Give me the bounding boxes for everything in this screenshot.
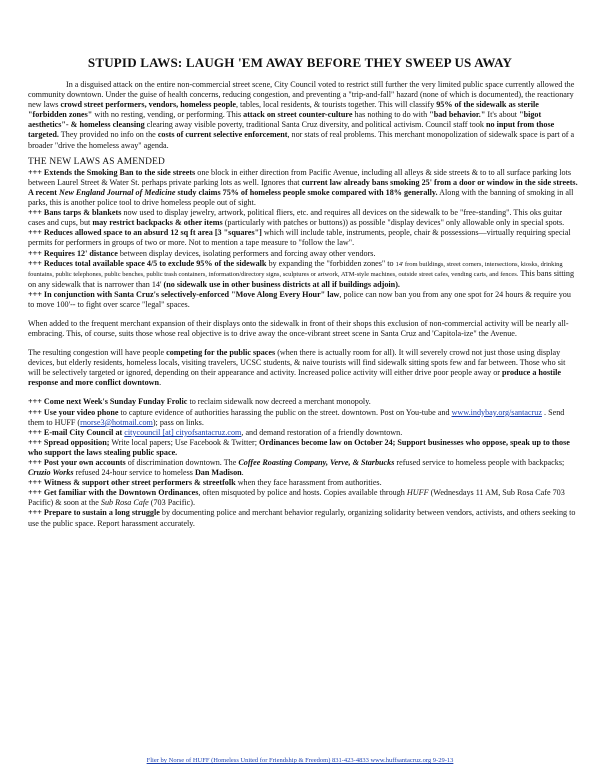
law-bold: +++ Bans tarps & blankets xyxy=(28,208,122,218)
law-bold: +++ Requires 12' distance xyxy=(28,248,118,258)
intro-paragraph xyxy=(28,80,578,151)
intro-text: with no resting, vending, or performing. This xyxy=(92,110,244,120)
cafe-name: Sub Rosa Cafe xyxy=(100,498,149,508)
action-post-accounts xyxy=(28,458,578,478)
action-bold: +++ Spread opposition; xyxy=(28,437,110,447)
law-space-reduction xyxy=(28,228,578,248)
action-frolic xyxy=(28,397,578,407)
law-text: which will include table, instruments, people, chair & possessions—virtually requiring special permits for performers in groups of two or more. Not to mention a tape measure to "follow the law". xyxy=(28,228,571,248)
law-distance xyxy=(28,249,578,259)
para-bold: produce a hostile response and more conflict downtown xyxy=(28,368,561,388)
intro-text: It's about xyxy=(485,110,520,120)
law-bold: study claims 75% of homeless people smoke compared with 18% generally. xyxy=(175,187,438,197)
action-text: , and demand restoration of a friendly downtown. xyxy=(241,427,403,437)
action-text: to reclaim sidewalk now decreed a merchant monopoly. xyxy=(187,397,371,407)
action-video xyxy=(28,408,578,428)
intro-text: has nothing to do with xyxy=(352,110,430,120)
para-bold: competing for the public spaces xyxy=(166,348,276,358)
law-bold: may restrict backpacks & other items xyxy=(92,218,223,228)
action-text: by documenting police and merchant behavior regularly, organizing solidarity between vendors, activists, and others seeking to use the public space. Report harassment accurately. xyxy=(28,508,576,528)
para-text: The resulting congestion will have people xyxy=(28,348,167,358)
action-text: to capture evidence of authorities harassing the public on the street. downtown. Post on You-tube and xyxy=(118,407,452,417)
intro-bold: crowd street performers, vendors, homeless people xyxy=(60,100,236,110)
action-text: (703 Pacific). xyxy=(148,498,196,508)
intro-text: clearing away visible poverty, traditional Santa Cruz diversity, and political activism. Council staff took xyxy=(144,120,486,130)
action-ordinances xyxy=(28,488,578,508)
intro-bold: 95% of the sidewalk as sterile "forbidden zones" xyxy=(28,100,539,120)
law-tarps-blankets xyxy=(28,208,578,228)
action-bold: +++ Come next Week's Sunday Funday Frolic xyxy=(28,397,188,407)
page-title: STUPID LAWS: LAUGH 'EM AWAY BEFORE THEY SWEEP US AWAY xyxy=(87,55,513,70)
law-small-list: 14' from buildings, street corners, intersections, kiosks, drinking fountains, public telephones, public benches, public trash containers, information/directory signs, sculptures or artwork, ATM-style machines, outside street cafes, vending carts, and fences. xyxy=(28,260,563,279)
law-text: one block in either direction from Pacific Avenue, including all alleys & side streets & to to all surface parking lots between Laurel Street & Water St. perhaps private parking lots as well. Ignores that xyxy=(28,167,571,187)
action-spread-opposition xyxy=(28,438,578,458)
congestion-paragraph xyxy=(28,348,578,388)
intro-text: , tables, local residents, & tourists together. This will classify xyxy=(235,100,437,110)
intro-bold: "bigot aesthetics"- & homeless cleansing xyxy=(28,110,542,130)
laws-heading: THE NEW LAWS AS AMENDED xyxy=(28,156,166,167)
action-text: ); pass on links. xyxy=(152,417,204,427)
law-smoking-ban xyxy=(28,168,578,208)
intro-bold: attack on street counter-culture xyxy=(243,110,353,120)
action-bold: +++ Prepare to sustain a long struggle xyxy=(28,508,160,518)
law-bold: +++ Extends the Smoking Ban to the side streets xyxy=(28,167,196,177)
law-bold: +++ Reduces allowed space to an absurd 12 sq ft area [3 "squares"] xyxy=(28,228,262,238)
action-bold: Dan Madison xyxy=(194,468,242,478)
para-text: (when there is actually room for all). It will severely crowd not just those using display devices, but elderly residents, homeless locals, visiting travelers, UCSC students, & naive tourists will find sidewalk sitting spots few and far between. Those who sit will be selectively targeted or ignored, depending on their appearance and activity. Increased police activity will either drive poor people away or xyxy=(28,348,566,378)
merchant-expansion-paragraph: When added to the frequent merchant expansion of their displays onto the sidewalk in front of their shops this exclusion of non-commercial activity will be nearly all-embracing. This, of course, suits those whose real objective is to drive away the once-vibrant street scene in Santa Cruz and 'Capitola-ize" the Avenue. xyxy=(28,318,569,338)
action-text: of discrimination downtown. The xyxy=(125,458,239,467)
action-witness xyxy=(28,478,578,488)
action-text: Write local papers; Use Facebook & Twitter; xyxy=(109,437,259,447)
law-text: between display devices, isolating performers and forcing away other vendors. xyxy=(117,248,376,258)
intro-bold: no input from those targeted. xyxy=(28,120,555,140)
action-bold: +++ Post your own accounts xyxy=(28,458,126,467)
business-name: Cruzio Works xyxy=(28,468,74,478)
action-bold: +++ E-mail City Council at xyxy=(28,427,123,437)
law-text: Along with the banning of smoking in all parks, this is another police tool to drive homeless people out of sight. xyxy=(28,187,574,208)
intro-text: , nor stats of real problems. This merchant monopolization of sidewalk space is part of a broader "drive the homeless away" agenda. xyxy=(28,130,575,150)
email-link[interactable]: rnorse3@hotmail.com xyxy=(80,417,153,427)
action-long-struggle xyxy=(28,508,578,528)
action-text: , often misquoted by police and hosts. Copies available through xyxy=(198,488,407,498)
law-bold: current law already bans smoking 25' from a door or window in the side streets. A recent xyxy=(28,177,578,197)
org-name: HUFF xyxy=(406,488,429,498)
journal-title: New England Journal of Medicine xyxy=(58,187,176,197)
action-text: . Send them to HUFF ( xyxy=(28,407,565,427)
action-bold: +++ Witness & support other street performers & streetfolk xyxy=(28,478,236,488)
action-text: . xyxy=(241,468,244,478)
law-move-along xyxy=(28,290,578,310)
business-names: Coffee Roasting Company, Verve, & Starbucks xyxy=(238,458,395,467)
law-text: This bans sitting on any sidewalk that is narrower than 14' xyxy=(28,269,575,289)
action-bold: +++ Get familiar with the Downtown Ordinances xyxy=(28,488,199,498)
flier-body xyxy=(28,80,578,529)
intro-bold: costs of current selective enforcement xyxy=(157,130,288,140)
law-text: , police can now ban you from any one spot for 24 hours & require you to move 100'-- to fight over scarce "legal" spaces. xyxy=(28,289,571,309)
action-text: (Wednesdays 11 AM, Sub Rosa Cafe 703 Pacific) & soon at the xyxy=(28,488,565,508)
action-text: refused 24-hour service to homeless xyxy=(73,468,195,478)
action-list xyxy=(28,397,578,528)
law-text: by expanding the "forbidden zones" to xyxy=(266,258,396,268)
council-email-link[interactable]: citycouncil [at] cityofsantacruz.com xyxy=(124,427,242,437)
intro-text: In a disguised attack on the entire non-commercial street scene, City Council voted to restrict still further the very limited public space currently allowed the community downtown. Under the guise of health concerns, reducing congestion, and preventing a "trip-and-fall" hazard (none of which is documented), the reactionary new laws xyxy=(28,80,575,110)
law-forbidden-zones xyxy=(28,259,578,290)
law-text: now used to display jewelry, artwork, political fliers, etc. and requires all devices on the sidewalk to be "free-standing". This oks guitar cases and cups, but xyxy=(28,208,563,228)
action-bold: Ordinances become law on October 24; Support businesses who oppose, speak up to those who support the laws stealing public space. xyxy=(28,437,570,457)
intro-bold: "bad behavior." xyxy=(429,110,486,120)
law-bold: (no sidewalk use in other business districts at all if buildings adjoin). xyxy=(163,279,400,289)
para-text: . xyxy=(159,378,162,388)
action-bold: +++ Use your video phone xyxy=(28,407,119,417)
action-text: when they face harassment from authorities. xyxy=(235,478,382,488)
footer-credit-link[interactable]: Flier by Norse of HUFF (Homeless United for Friendship & Freedom) 831-423-4833 www.huffsantacruz.org 9-29-13 xyxy=(146,757,454,764)
action-email-council xyxy=(28,428,578,438)
law-text: (particularly with patches or buttons)) as possible "display devices" only allowable only in special spots. xyxy=(222,218,565,228)
indybay-link[interactable]: www.indybay.org/santacruz xyxy=(451,407,542,417)
law-bold: +++ Reduces total available space 4/5 to exclude 95% of the sidewalk xyxy=(28,258,267,268)
action-text: refused service to homeless people with backpacks; xyxy=(394,458,565,467)
intro-text: They provided no info on the xyxy=(58,130,158,140)
law-bold: +++ In conjunction with Santa Cruz's selectively-enforced "Move Along Every Hour" law xyxy=(28,289,340,299)
